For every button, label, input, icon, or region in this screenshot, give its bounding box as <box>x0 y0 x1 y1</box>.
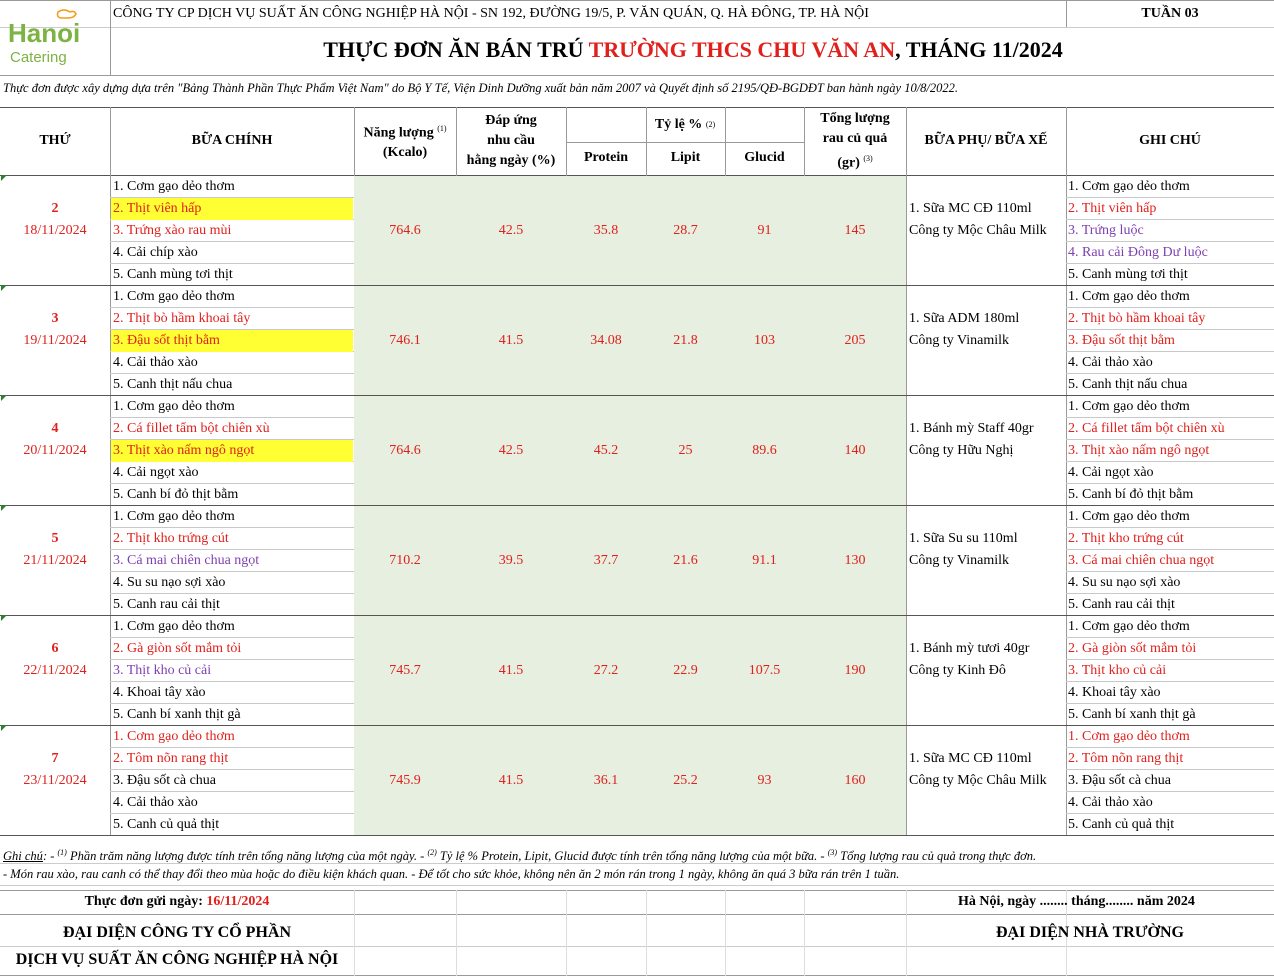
note-dish-item: 2. Cá fillet tẩm bột chiên xù <box>1068 421 1225 436</box>
day-number: 2 <box>51 201 59 216</box>
footnote-line-2: - Món rau xào, rau canh có thể thay đổi theo mùa hoặc do điều kiện khách quan. - Để tốt cho sức khỏe, không nên ăn 2 món rán trong 1 ngày, không ăn quá 3 bữa rán trên 1 tuần. <box>3 867 900 881</box>
main-dish-item: 2. Thịt bò hầm khoai tây <box>113 311 251 326</box>
snack-company: Công ty Mộc Châu Milk <box>909 773 1047 788</box>
col-glucid-header: Glucid <box>744 150 785 165</box>
grid-line <box>646 890 647 976</box>
day-number: 3 <box>51 311 59 326</box>
main-dish-item: 3. Đậu sốt cà chua <box>113 773 217 788</box>
veg-line1: Tổng lượng <box>820 110 890 126</box>
protein-value: 27.2 <box>593 663 619 678</box>
veg-value: 140 <box>844 443 866 458</box>
main-dish-item: 1. Cơm gạo dẻo thơm <box>113 399 235 414</box>
energy-sup: (1) <box>437 123 447 133</box>
grid-line <box>566 890 567 976</box>
note-dish-item: 4. Cải thảo xào <box>1068 795 1153 810</box>
day-number: 5 <box>51 531 59 546</box>
glucid-value: 91 <box>757 223 772 238</box>
grid-line <box>0 75 1274 76</box>
row-corner-mark <box>1 615 7 621</box>
main-dish-item: 5. Canh củ quả thịt <box>113 817 220 832</box>
footnote-sup3: (3) <box>827 848 838 857</box>
glucid-value: 93 <box>757 773 772 788</box>
logo-subtext: Catering <box>10 49 67 66</box>
note-dish-item: 4. Khoai tây xào <box>1068 685 1161 700</box>
note-dish-item: 4. Rau cải Đông Dư luộc <box>1068 245 1208 260</box>
veg-line3: (gr) <box>837 155 860 171</box>
col-veg-header <box>804 108 906 174</box>
main-dish-item: 3. Cá mai chiên chua ngọt <box>113 553 260 568</box>
note-dish-item: 1. Cơm gạo dẻo thơm <box>1068 729 1190 744</box>
main-dish-item: 5. Canh rau cải thịt <box>113 597 220 612</box>
logo-text: Hanoi <box>8 18 81 48</box>
lipit-value: 28.7 <box>673 223 698 238</box>
ratio-sup: (2) <box>705 120 716 129</box>
note-dish-item: 3. Thịt kho củ cải <box>1068 663 1167 678</box>
veg-value: 130 <box>844 553 866 568</box>
note-dish-item: 5. Canh bí xanh thịt gà <box>1068 707 1196 722</box>
snack-company: Công ty Vinamilk <box>909 333 1010 348</box>
note-dish-item: 1. Cơm gạo dẻo thơm <box>1068 399 1190 414</box>
sent-date-line <box>0 891 354 913</box>
note-dish-item: 2. Thịt kho trứng cút <box>1068 531 1184 546</box>
logo-graphic <box>6 8 102 68</box>
row-corner-mark <box>1 285 7 291</box>
veg-value: 190 <box>844 663 866 678</box>
col-snack-header: BỮA PHỤ/ BỮA XẾ <box>924 133 1048 148</box>
grid-line <box>110 0 111 75</box>
main-dish-item: 5. Canh bí xanh thịt gà <box>113 707 241 722</box>
footnote-sup2: (2) <box>427 848 437 857</box>
grid-line <box>0 0 1274 1</box>
col-main-meal-header: BỮA CHÍNH <box>191 133 273 148</box>
grid-line <box>1066 107 1067 836</box>
main-dish-item: 5. Canh bí đỏ thịt bằm <box>113 487 239 502</box>
veg-value: 205 <box>844 333 866 348</box>
main-dish-item: 3. Đậu sốt thịt bằm <box>113 333 220 348</box>
lipit-value: 22.9 <box>673 663 698 678</box>
note-dish-item: 5. Canh bí đỏ thịt bằm <box>1068 487 1194 502</box>
day-date: 19/11/2024 <box>23 333 87 348</box>
main-dish-item: 5. Canh mùng tơi thịt <box>113 267 233 282</box>
note-dish-item: 1. Cơm gạo dẻo thơm <box>1068 509 1190 524</box>
row-corner-mark <box>1 175 7 181</box>
meet-value: 42.5 <box>498 223 524 238</box>
main-dish-item: 4. Cải thảo xào <box>113 355 198 370</box>
col-protein-header: Protein <box>583 150 629 165</box>
energy-unit: (Kcalo) <box>382 145 428 161</box>
energy-value: 764.6 <box>389 443 421 458</box>
note-dish-item: 5. Canh thịt nấu chua <box>1068 377 1188 392</box>
protein-value: 36.1 <box>593 773 619 788</box>
protein-value: 34.08 <box>590 333 622 348</box>
note-dish-item: 1. Cơm gạo dẻo thơm <box>1068 179 1190 194</box>
glucid-value: 91.1 <box>752 553 777 568</box>
meet-value: 41.5 <box>498 663 524 678</box>
veg-sup: (3) <box>863 153 873 163</box>
place-date-line: Hà Nội, ngày ........ tháng........ năm 2024 <box>958 894 1195 909</box>
title-part2: , THÁNG 11/2024 <box>895 37 1063 62</box>
company-rep-line1: ĐẠI DIỆN CÔNG TY CỔ PHẦN <box>62 924 291 941</box>
main-dish-item: 4. Khoai tây xào <box>113 685 206 700</box>
company-address: CÔNG TY CP DỊCH VỤ SUẤT ĂN CÔNG NGHIỆP HÀ NỘI - SN 192, ĐƯỜNG 19/5, P. VĂN QUÁN, Q. HÀ ĐÔNG, TP. HÀ NỘI <box>113 6 869 21</box>
snack-item: 1. Sữa MC CĐ 110ml <box>909 751 1032 766</box>
note-dish-item: 1. Cơm gạo dẻo thơm <box>1068 289 1190 304</box>
grid-line <box>725 890 726 976</box>
grid-line <box>0 914 1274 915</box>
snack-item: 1. Sữa MC CĐ 110ml <box>909 201 1032 216</box>
main-dish-item: 5. Canh thịt nấu chua <box>113 377 233 392</box>
footnote-a: : - <box>42 849 58 864</box>
snack-company: Công ty Vinamilk <box>909 553 1010 568</box>
col-meet-header <box>456 108 566 174</box>
main-dish-item: 3. Thịt kho củ cải <box>113 663 212 678</box>
energy-value: 746.1 <box>389 333 421 348</box>
note-dish-item: 5. Canh mùng tơi thịt <box>1068 267 1188 282</box>
meet-value: 39.5 <box>498 553 524 568</box>
main-dish-item: 4. Su su nạo sợi xào <box>113 575 226 590</box>
footnote-c: Tỷ lệ % Protein, Lipit, Glucid được tính trên tổng năng lượng của một bữa. - <box>436 849 828 864</box>
snack-company: Công ty Kinh Đô <box>909 663 1006 678</box>
day-date: 22/11/2024 <box>23 663 87 678</box>
col-ratio-header <box>566 108 804 142</box>
note-dish-item: 4. Cải thảo xào <box>1068 355 1153 370</box>
main-dish-item: 1. Cơm gạo dẻo thơm <box>113 289 235 304</box>
meet-line1: Đáp ứng <box>485 113 537 128</box>
sent-date: 16/11/2024 <box>206 894 270 909</box>
energy-value: 710.2 <box>389 553 421 568</box>
main-dish-item: 3. Thịt xào nấm ngô ngọt <box>113 443 255 458</box>
protein-value: 35.8 <box>593 223 619 238</box>
grid-line <box>906 107 907 836</box>
note-dish-item: 2. Tôm nõn rang thịt <box>1068 751 1184 766</box>
grid-line <box>456 890 457 976</box>
day-date: 18/11/2024 <box>23 223 87 238</box>
footnote-d: Tổng lượng rau củ quả trong thực đơn. <box>837 849 1037 864</box>
day-number: 4 <box>51 421 59 436</box>
lipit-value: 25 <box>678 443 693 458</box>
glucid-value: 103 <box>754 333 775 348</box>
company-rep-line2: DỊCH VỤ SUẤT ĂN CÔNG NGHIỆP HÀ NỘI <box>15 951 339 968</box>
note-dish-item: 3. Trứng luộc <box>1068 223 1144 238</box>
veg-value: 145 <box>844 223 866 238</box>
ratio-label: Tỷ lệ % <box>654 117 703 132</box>
meet-line2: nhu cầu <box>487 133 535 148</box>
protein-value: 37.7 <box>593 553 619 568</box>
snack-item: 1. Sữa Su su 110ml <box>909 531 1018 546</box>
row-corner-mark <box>1 725 7 731</box>
main-dish-item: 4. Cải thảo xào <box>113 795 198 810</box>
footnote-line-1 <box>3 843 1036 866</box>
title-part1: THỰC ĐƠN ĂN BÁN TRÚ <box>323 37 589 62</box>
main-dish-item: 4. Cải chíp xào <box>113 245 198 260</box>
meet-value: 41.5 <box>498 773 524 788</box>
main-dish-item: 2. Tôm nõn rang thịt <box>113 751 229 766</box>
note-dish-item: 5. Canh củ quả thịt <box>1068 817 1175 832</box>
day-date: 21/11/2024 <box>23 553 87 568</box>
note-dish-item: 5. Canh rau cải thịt <box>1068 597 1175 612</box>
glucid-value: 89.6 <box>752 443 777 458</box>
footnote-b: Phần trăm năng lượng được tính trên tổng năng lượng của một ngày. - <box>66 849 428 864</box>
energy-label: Năng lượng <box>363 125 434 141</box>
note-dish-item: 3. Đậu sốt thịt bằm <box>1068 333 1175 348</box>
source-note: Thực đơn được xây dựng dựa trên "Bảng Thành Phần Thực Phẩm Việt Nam" do Bộ Y Tế, Viện Dinh Dưỡng xuất bản năm 2007 và Quyết định số 2195/QĐ-BGDĐT ban hành ngày 10/8/2022. <box>3 81 959 95</box>
meet-value: 42.5 <box>498 443 524 458</box>
sent-label: Thực đơn gửi ngày: <box>84 894 207 909</box>
main-dish-item: 2. Gà giòn sốt mắm tỏi <box>113 641 242 656</box>
main-dish-item: 2. Cá fillet tẩm bột chiên xù <box>113 421 270 436</box>
energy-value: 745.9 <box>389 773 421 788</box>
main-dish-item: 1. Cơm gạo dẻo thơm <box>113 509 235 524</box>
main-dish-item: 1. Cơm gạo dẻo thơm <box>113 179 235 194</box>
glucid-value: 107.5 <box>748 663 781 678</box>
grid-line <box>0 885 1274 886</box>
grid-line <box>804 890 805 976</box>
note-dish-item: 3. Thịt xào nấm ngô ngọt <box>1068 443 1210 458</box>
note-dish-item: 4. Cải ngọt xào <box>1068 465 1154 480</box>
col-lipit-header: Lipit <box>670 150 701 165</box>
note-dish-item: 2. Thịt viên hấp <box>1068 201 1157 216</box>
day-date: 20/11/2024 <box>23 443 87 458</box>
note-dish-item: 3. Cá mai chiên chua ngọt <box>1068 553 1215 568</box>
meet-line3: hằng ngày (%) <box>466 153 556 168</box>
title-school: TRƯỜNG THCS CHU VĂN AN <box>588 37 896 62</box>
veg-line2: rau củ quả <box>822 130 888 146</box>
main-dish-item: 1. Cơm gạo dẻo thơm <box>113 729 235 744</box>
note-dish-item: 4. Su su nạo sợi xào <box>1068 575 1181 590</box>
lipit-value: 21.8 <box>673 333 698 348</box>
main-dish-item: 2. Thịt kho trứng cút <box>113 531 229 546</box>
note-dish-item: 2. Gà giòn sốt mắm tỏi <box>1068 641 1197 656</box>
main-dish-item: 2. Thịt viên hấp <box>113 201 202 216</box>
meet-value: 41.5 <box>498 333 524 348</box>
note-dish-item: 1. Cơm gạo dẻo thơm <box>1068 619 1190 634</box>
lipit-value: 21.6 <box>673 553 698 568</box>
energy-value: 764.6 <box>389 223 421 238</box>
main-dish-item: 4. Cải ngọt xào <box>113 465 199 480</box>
row-corner-mark <box>1 505 7 511</box>
snack-item: 1. Sữa ADM 180ml <box>909 311 1020 326</box>
day-date: 23/11/2024 <box>23 773 87 788</box>
snack-company: Công ty Mộc Châu Milk <box>909 223 1047 238</box>
page-title <box>113 30 1273 70</box>
row-corner-mark <box>1 395 7 401</box>
snack-item: 1. Bánh mỳ tươi 40gr <box>909 641 1030 656</box>
veg-value: 160 <box>844 773 866 788</box>
main-dish-item: 3. Trứng xào rau mùi <box>113 223 232 238</box>
snack-company: Công ty Hữu Nghị <box>909 443 1014 458</box>
day-number: 7 <box>51 751 59 766</box>
snack-item: 1. Bánh mỳ Staff 40gr <box>909 421 1034 436</box>
grid-line <box>354 890 355 976</box>
footnote-label: Ghi chú <box>3 849 43 864</box>
grid-line <box>0 27 1274 28</box>
protein-value: 45.2 <box>593 443 619 458</box>
col-energy-header <box>354 108 456 174</box>
lipit-value: 25.2 <box>673 773 698 788</box>
col-day-header: THỨ <box>39 133 71 148</box>
note-dish-item: 2. Thịt bò hầm khoai tây <box>1068 311 1206 326</box>
note-dish-item: 3. Đậu sốt cà chua <box>1068 773 1172 788</box>
footnote-sup1: (1) <box>57 848 67 857</box>
week-label: TUẦN 03 <box>1141 6 1199 21</box>
main-dish-item: 1. Cơm gạo dẻo thơm <box>113 619 235 634</box>
school-rep: ĐẠI DIỆN NHÀ TRƯỜNG <box>995 924 1184 941</box>
col-note-header: GHI CHÚ <box>1139 133 1201 148</box>
company-logo <box>6 8 102 68</box>
energy-value: 745.7 <box>389 663 421 678</box>
day-number: 6 <box>51 641 59 656</box>
